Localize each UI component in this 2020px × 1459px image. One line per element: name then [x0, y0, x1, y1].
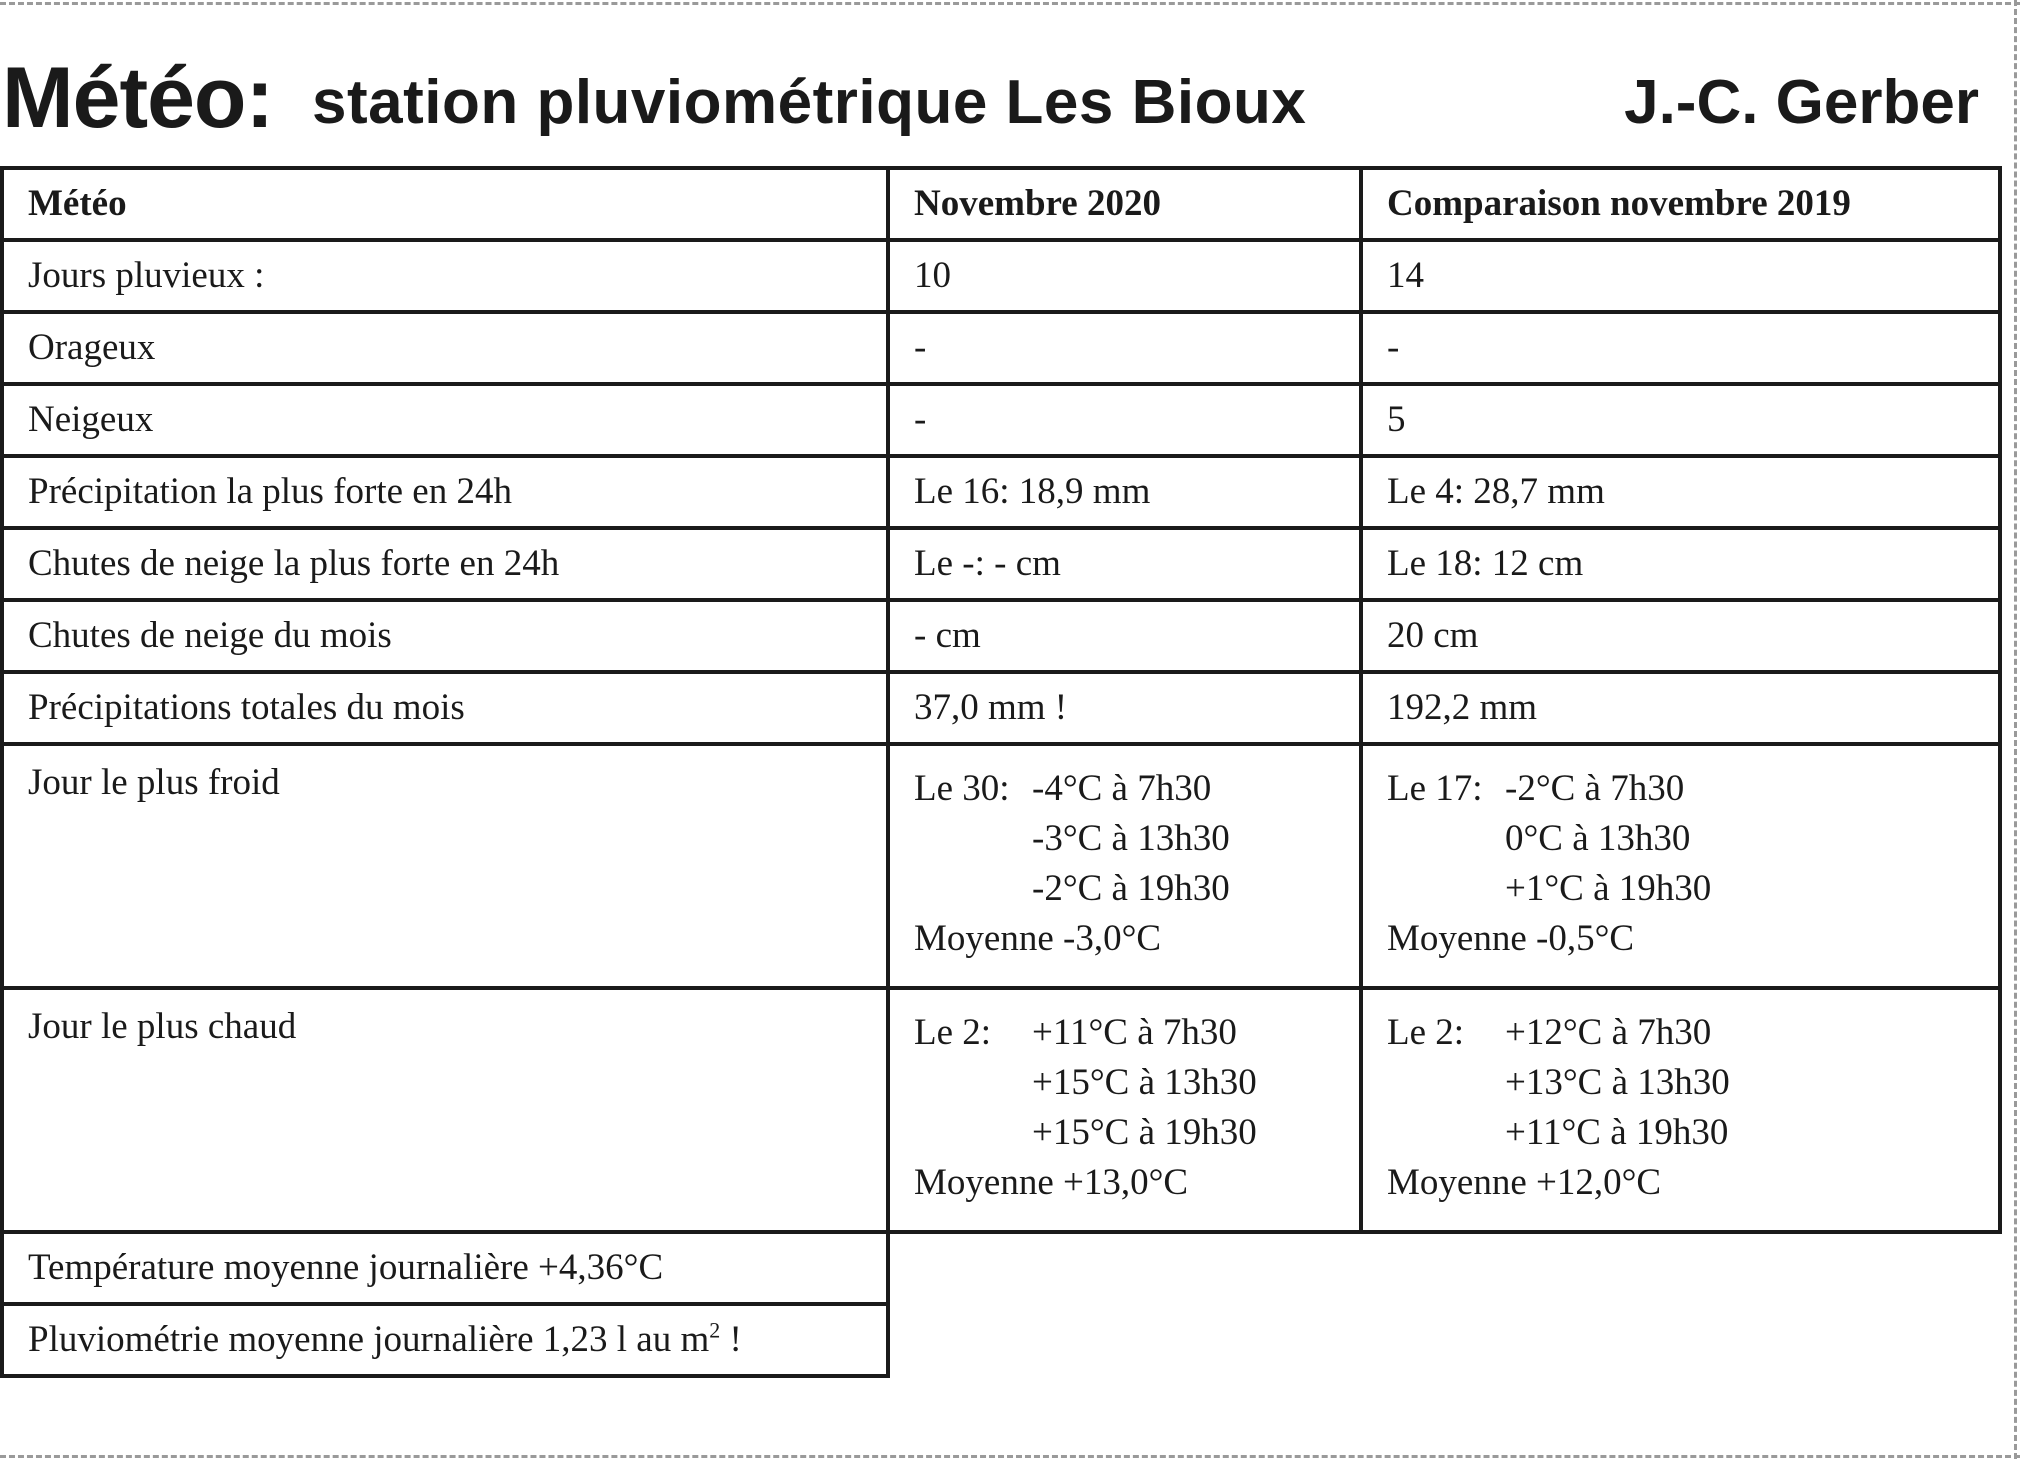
cell-nov-2020: Le 16: 18,9 mm: [888, 456, 1361, 528]
row-label: Jour le plus froid: [2, 744, 888, 988]
row-label: Neigeux: [2, 384, 888, 456]
column-header: Novembre 2020: [888, 168, 1361, 240]
table-row: [2, 312, 2000, 384]
cut-line-bottom: [0, 1455, 2020, 1458]
page-subtitle: station pluviométrique Les Bioux: [312, 68, 1307, 137]
summary-temperature: Température moyenne journalière +4,36°C: [2, 1232, 888, 1304]
row-label: Chutes de neige la plus forte en 24h: [2, 528, 888, 600]
cell-nov-2019: -: [1361, 312, 2000, 384]
temp-reading: +11°C à 7h30: [1032, 1012, 1237, 1053]
table-row: [2, 456, 2000, 528]
day-label: Le 30:: [914, 768, 1010, 809]
day-label: Le 2:: [1387, 1012, 1465, 1053]
column-header: Comparaison novembre 2019: [1361, 168, 2000, 240]
temp-reading: +15°C à 19h30: [1032, 1112, 1257, 1153]
cell-nov-2020: 37,0 mm !: [888, 672, 1361, 744]
summary-rainfall: Pluviométrie moyenne journalière 1,23 l au $m^2$ !: [2, 1304, 888, 1376]
temp-average: Moyenne +13,0°C: [914, 1162, 1189, 1203]
temp-reading: -3°C à 13h30: [1032, 818, 1230, 859]
temp-reading: +11°C à 19h30: [1505, 1112, 1729, 1153]
author-name: J.-C. Gerber: [1624, 68, 1979, 137]
warmest-day-row: [2, 988, 2000, 1232]
cell-nov-2019: 192,2 mm: [1361, 672, 2000, 744]
temp-average: Moyenne +12,0°C: [1387, 1162, 1662, 1203]
cell-nov-2020: [888, 744, 1361, 988]
row-label: Précipitation la plus forte en 24h: [2, 456, 888, 528]
row-label: Chutes de neige du mois: [2, 600, 888, 672]
temp-average: Moyenne -0,5°C: [1387, 918, 1635, 959]
page-title: Météo:: [2, 50, 274, 146]
cell-nov-2019: [1361, 744, 2000, 988]
cell-nov-2020: [888, 988, 1361, 1232]
temp-reading: 0°C à 13h30: [1505, 818, 1691, 859]
cut-line-top: [0, 2, 2020, 5]
temp-reading: +1°C à 19h30: [1505, 868, 1712, 909]
row-label: Jour le plus chaud: [2, 988, 888, 1232]
day-label: Le 2:: [914, 1012, 992, 1053]
temp-reading: +13°C à 13h30: [1505, 1062, 1730, 1103]
temp-average: Moyenne -3,0°C: [914, 918, 1162, 959]
cut-line-right: [2014, 0, 2017, 1459]
table-row: [2, 384, 2000, 456]
table-header-row: [2, 168, 2000, 240]
weather-table: [0, 166, 2002, 1378]
cell-nov-2020: - cm: [888, 600, 1361, 672]
table-row: [2, 672, 2000, 744]
temp-reading: +15°C à 13h30: [1032, 1062, 1257, 1103]
cell-nov-2019: Le 18: 12 cm: [1361, 528, 2000, 600]
row-label: Orageux: [2, 312, 888, 384]
cell-nov-2019: 5: [1361, 384, 2000, 456]
cell-nov-2020: 10: [888, 240, 1361, 312]
cell-nov-2019: [1361, 988, 2000, 1232]
summary-row: [2, 1304, 2000, 1376]
row-label: Précipitations totales du mois: [2, 672, 888, 744]
page-header: [0, 48, 1985, 148]
day-label: Le 17:: [1387, 768, 1483, 809]
table-row: [2, 528, 2000, 600]
temp-reading: -4°C à 7h30: [1032, 768, 1212, 809]
cell-nov-2020: Le -: - cm: [888, 528, 1361, 600]
cell-nov-2019: Le 4: 28,7 mm: [1361, 456, 2000, 528]
summary-row: [2, 1232, 2000, 1304]
cell-nov-2019: 14: [1361, 240, 2000, 312]
temp-reading: -2°C à 7h30: [1505, 768, 1685, 809]
temp-reading: +12°C à 7h30: [1505, 1012, 1712, 1053]
coldest-day-row: [2, 744, 2000, 988]
cell-nov-2020: -: [888, 312, 1361, 384]
cell-nov-2019: 20 cm: [1361, 600, 2000, 672]
row-label: Jours pluvieux :: [2, 240, 888, 312]
table-row: [2, 600, 2000, 672]
column-header: Météo: [2, 168, 888, 240]
cell-nov-2020: -: [888, 384, 1361, 456]
table-row: [2, 240, 2000, 312]
temp-reading: -2°C à 19h30: [1032, 868, 1230, 909]
